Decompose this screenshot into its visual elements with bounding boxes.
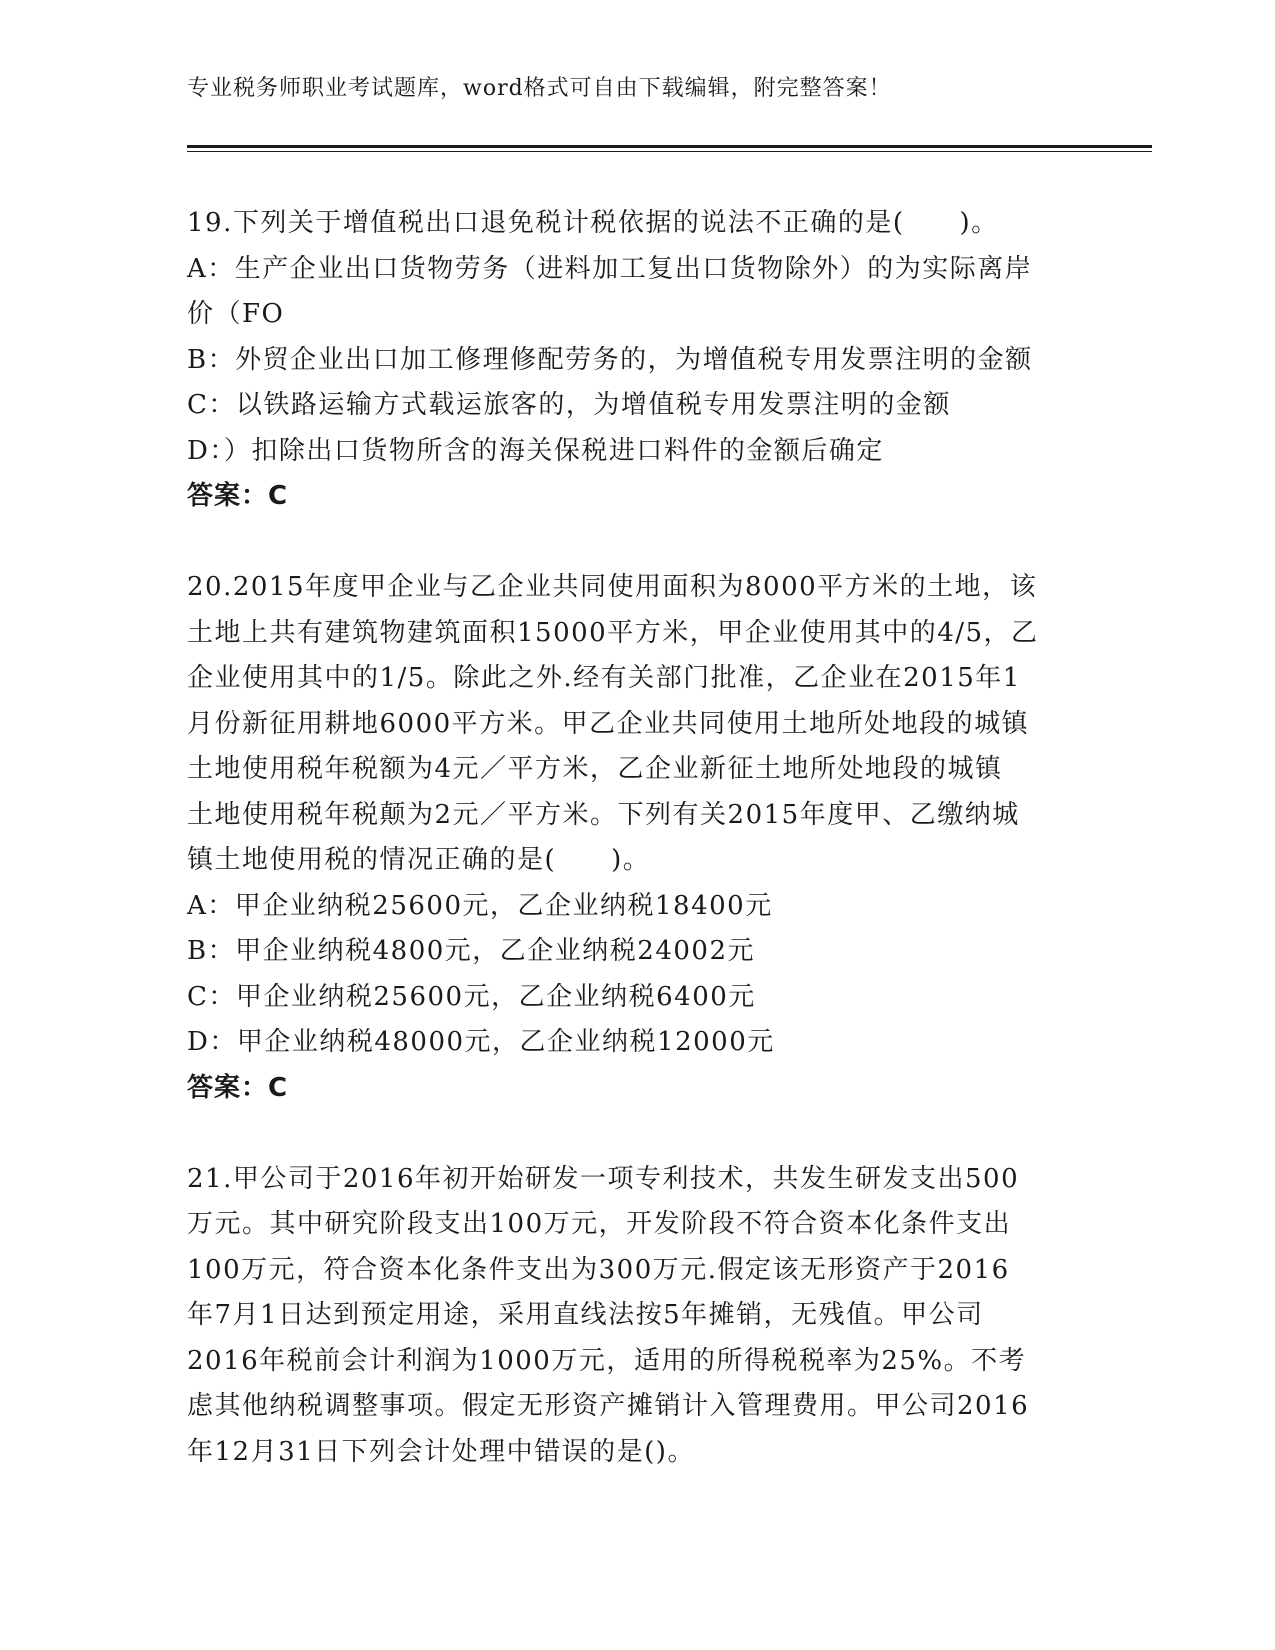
question-stem-line: 100万元，符合资本化条件支出为300万元.假定该无形资产于2016 xyxy=(187,1254,1010,1285)
option-d-line: D：）扣除出口货物所含的海关保税进口料件的金额后确定 xyxy=(187,435,884,466)
option-c-line: C：甲企业纳税25600元，乙企业纳税6400元 xyxy=(187,981,756,1012)
answer-label: 答案：C xyxy=(187,481,289,511)
option-a-line: A：生产企业出口货物劳务（进料加工复出口货物除外）的为实际离岸 xyxy=(187,253,1033,284)
question-21 xyxy=(187,1157,1087,1476)
question-stem-line: 年12月31日下列会计处理中错误的是()。 xyxy=(187,1436,695,1467)
question-stem-line: 19.下列关于增值税出口退免税计税依据的说法不正确的是( )。 xyxy=(187,208,999,238)
option-a-line-cont: 价（FO xyxy=(187,299,285,329)
header-divider-thin xyxy=(187,151,1152,152)
question-gap xyxy=(187,1111,1087,1157)
question-stem-line: 土地上共有建筑物建筑面积15000平方米，甲企业使用其中的4/5，乙 xyxy=(187,617,1039,648)
question-stem-line: 万元。其中研究阶段支出100万元，开发阶段不符合资本化条件支出 xyxy=(187,1209,1012,1239)
option-d-line: D：甲企业纳税48000元，乙企业纳税12000元 xyxy=(187,1027,775,1057)
header-divider xyxy=(187,145,1152,148)
question-stem-line: 土地使用税年税颠为2元／平方米。下列有关2015年度甲、乙缴纳城 xyxy=(187,799,1020,830)
question-stem-line: 企业使用其中的1/5。除此之外.经有关部门批准，乙企业在2015年1 xyxy=(187,663,1021,693)
option-c-line: C：以铁路运输方式载运旅客的，为增值税专用发票注明的金额 xyxy=(187,390,951,420)
answer-label: 答案：C xyxy=(187,1072,289,1103)
page-header: 专业税务师职业考试题库，word格式可自由下载编辑，附完整答案！ xyxy=(187,76,892,101)
question-list xyxy=(187,201,1087,1475)
question-gap xyxy=(187,520,1087,566)
question-20 xyxy=(187,565,1087,1111)
question-19 xyxy=(187,201,1087,520)
question-stem-line: 2016年税前会计利润为1000万元，适用的所得税税率为25%。不考 xyxy=(187,1345,1027,1376)
question-stem-line: 虑其他纳税调整事项。假定无形资产摊销计入管理费用。甲公司2016 xyxy=(187,1391,1030,1421)
question-stem-line: 月份新征用耕地6000平方米。甲乙企业共同使用土地所处地段的城镇 xyxy=(187,708,1030,739)
question-stem-line: 镇土地使用税的情况正确的是( )。 xyxy=(187,845,651,875)
question-stem-line: 20.2015年度甲企业与乙企业共同使用面积为8000平方米的土地，该 xyxy=(187,572,1038,602)
question-stem-line: 年7月1日达到预定用途，采用直线法按5年摊销，无残值。甲公司 xyxy=(187,1300,984,1330)
option-a-line: A：甲企业纳税25600元，乙企业纳税18400元 xyxy=(187,890,773,921)
option-b-line: B：外贸企业出口加工修理修配劳务的，为增值税专用发票注明的金额 xyxy=(187,344,1033,375)
question-stem-line: 土地使用税年税额为4元／平方米，乙企业新征土地所处地段的城镇 xyxy=(187,754,1003,784)
question-stem-line: 21.甲公司于2016年初开始研发一项专利技术，共发生研发支出500 xyxy=(187,1163,1020,1194)
option-b-line: B：甲企业纳税4800元，乙企业纳税24002元 xyxy=(187,936,755,966)
